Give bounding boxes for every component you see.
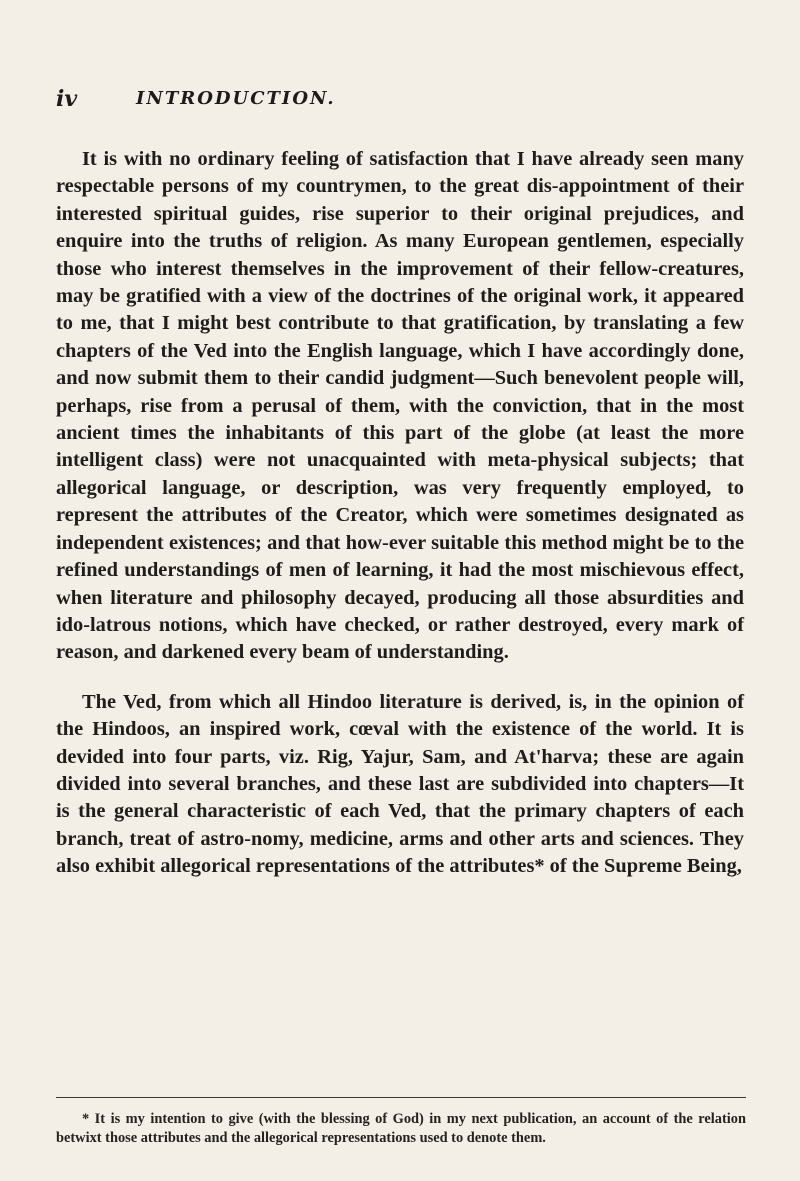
- running-title: INTRODUCTION.: [136, 88, 336, 109]
- footnote-rule: [56, 1097, 746, 1098]
- running-head: [56, 86, 746, 116]
- paragraph-2: The Ved, from which all Hindoo literature is derived, is, in the opinion of the Hindoos, an inspired work, cœval with the existence of the world. It is devided into four parts, viz. Rig, Yajur, Sam, and At'harva; these are again divided into several branches, and these last are subdivided into chapters—It is the general characteristic of each Ved, that the primary chapters of each branch, treat of astro-nomy, medicine, arms and other arts and sciences. They also exhibit allegorical representations of the attributes* of the Supreme Being,: [56, 690, 744, 878]
- paragraph-1: It is with no ordinary feeling of satisfaction that I have already seen many respectable persons of my countrymen, to the great dis-appointment of their interested spiritual guides, rise superior to their original prejudices, and enquire into the truths of religion. As many European gentlemen, especially those who interest themselves in the improvement of their fellow-creatures, may be gratified with a view of the doctrines of the original work, it appeared to me, that I might best contribute to that gratification, by translating a few chapters of the Ved into the English language, which I have accordingly done, and now submit them to their candid judgment—Such benevolent people will, perhaps, rise from a perusal of them, with the conviction, that in the most ancient times the inhabitants of this part of the globe (at least the more intelligent class) were not unacquainted with meta-physical subjects; that allegorical language, or description, was very frequently employed, to represent the attributes of the Creator, which were sometimes designated as independent existences; and that how-ever suitable this method might be to the refined understandings of men of learning, it had the most mischievous effect, when literature and philosophy decayed, producing all those absurdities and ido-latrous notions, which have checked, or rather destroyed, every mark of reason, and darkened every beam of understanding.: [56, 148, 744, 664]
- page-number: iv: [56, 86, 78, 112]
- body-text: [56, 146, 744, 881]
- footnote: [56, 1110, 746, 1148]
- footnote-text: * It is my intention to give (with the blessing of God) in my next publication, an account of the relation betwixt those attributes and the allegorical representations used to denote them.: [56, 1111, 746, 1146]
